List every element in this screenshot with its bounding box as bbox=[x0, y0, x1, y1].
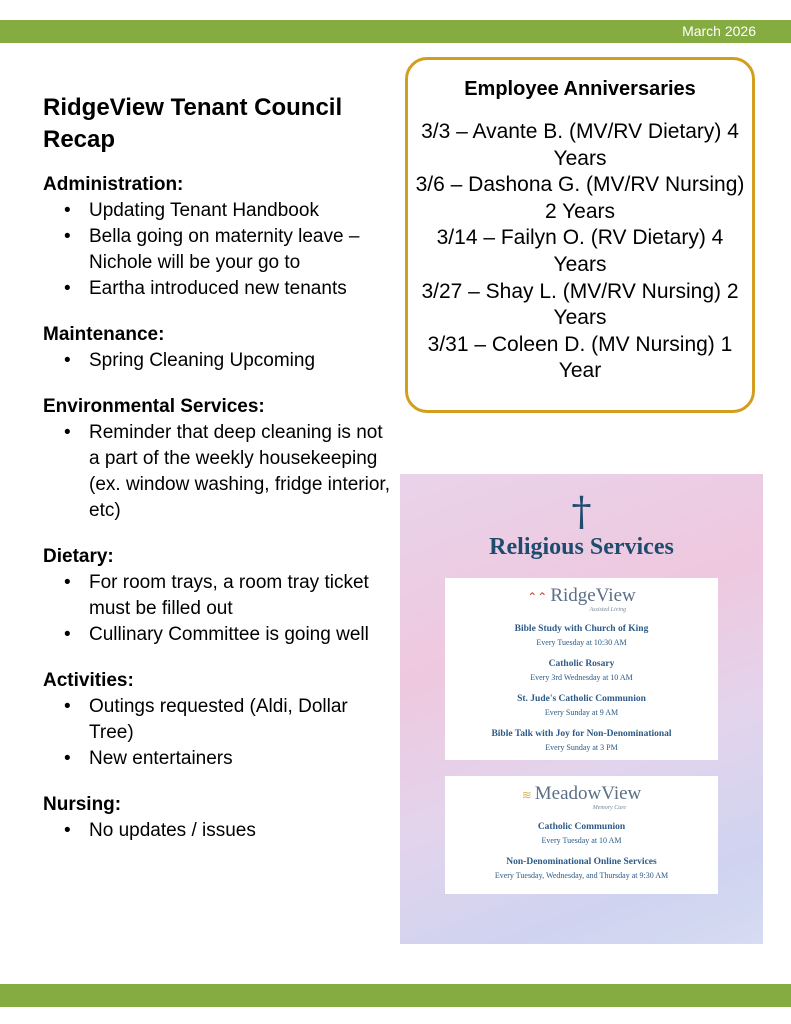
bullet-item: • Spring Cleaning Upcoming bbox=[43, 348, 393, 374]
section-heading: Dietary: bbox=[43, 546, 114, 567]
mountain-icon: ⌃⌃ bbox=[527, 590, 548, 604]
footer-bar bbox=[0, 984, 791, 1007]
section-heading: Activities: bbox=[43, 670, 134, 691]
anniversary-entry: 3/6 – Dashona G. (MV/RV Nursing) 2 Years bbox=[415, 173, 745, 223]
bullet-list bbox=[43, 818, 393, 844]
anniversaries-title: Employee Anniversaries bbox=[464, 78, 696, 100]
service-time: Every Sunday at 9 AM bbox=[544, 708, 619, 717]
religious-services-flyer bbox=[400, 474, 763, 944]
bullet-list bbox=[43, 198, 393, 302]
section-heading: Environmental Services: bbox=[43, 396, 265, 417]
ridgeview-logo: ⌃⌃ RidgeView bbox=[527, 585, 636, 606]
recap-section bbox=[43, 172, 393, 302]
section-heading: Administration: bbox=[43, 174, 184, 195]
service-name: Bible Study with Church of King bbox=[514, 624, 649, 634]
bullet-item: • Bella going on maternity leave – Nichole will be your go to bbox=[43, 224, 393, 276]
recap-section bbox=[43, 792, 393, 844]
religious-services-title: Religious Services bbox=[489, 534, 674, 560]
service-time: Every Tuesday at 10:30 AM bbox=[536, 638, 627, 647]
bullet-list bbox=[43, 420, 393, 524]
tenant-council-recap bbox=[43, 92, 393, 864]
service-time: Every 3rd Wednesday at 10 AM bbox=[530, 673, 633, 682]
bullet-list bbox=[43, 694, 393, 772]
recap-section bbox=[43, 668, 393, 772]
bullet-item: • Updating Tenant Handbook bbox=[43, 198, 393, 224]
meadowview-logo-subtitle: Memory Care bbox=[592, 805, 626, 811]
service-name: Bible Talk with Joy for Non-Denominational bbox=[491, 729, 672, 739]
service-name: Catholic Communion bbox=[537, 822, 626, 832]
service-time: Every Sunday at 3 PM bbox=[545, 743, 618, 752]
recap-section bbox=[43, 394, 393, 524]
issue-date: March 2026 bbox=[682, 23, 756, 39]
anniversary-entry: 3/27 – Shay L. (MV/RV Nursing) 2 Years bbox=[421, 279, 739, 330]
service-name: Catholic Rosary bbox=[548, 659, 615, 669]
anniversary-entry: 3/3 – Avante B. (MV/RV Dietary) 4 Years bbox=[421, 120, 739, 170]
bullet-item: • No updates / issues bbox=[43, 818, 393, 844]
service-time: Every Tuesday, Wednesday, and Thursday at 9:30 AM bbox=[494, 871, 669, 880]
recap-title: RidgeView Tenant Council Recap bbox=[43, 94, 343, 153]
service-time: Every Tuesday at 10 AM bbox=[541, 836, 622, 845]
bullet-list bbox=[43, 348, 393, 374]
service-name: St. Jude's Catholic Communion bbox=[517, 694, 646, 704]
bullet-item: • Reminder that deep cleaning is not a part of the weekly housekeeping (ex. window washing, fridge interior, etc) bbox=[43, 420, 393, 524]
anniversary-entry: 3/14 – Failyn O. (RV Dietary) 4 Years bbox=[436, 226, 724, 276]
recap-section bbox=[43, 322, 393, 374]
ridgeview-services-card bbox=[445, 578, 718, 760]
bullet-item: • New entertainers bbox=[43, 746, 393, 772]
bullet-list bbox=[43, 570, 393, 648]
meadow-icon: ≋ bbox=[521, 788, 532, 802]
section-heading: Nursing: bbox=[43, 794, 122, 815]
bullet-item: • Eartha introduced new tenants bbox=[43, 276, 393, 302]
anniversary-entry: 3/31 – Coleen D. (MV Nursing) 1 Year bbox=[427, 332, 733, 383]
cross-icon: † bbox=[571, 489, 592, 535]
section-heading: Maintenance: bbox=[43, 324, 165, 345]
bullet-item: • Cullinary Committee is going well bbox=[43, 622, 393, 648]
meadowview-logo: ≋ MeadowView bbox=[521, 783, 642, 804]
service-name: Non-Denominational Online Services bbox=[506, 857, 657, 867]
ridgeview-logo-subtitle: Assisted Living bbox=[589, 607, 626, 613]
meadowview-services-card bbox=[445, 776, 718, 894]
employee-anniversaries-box bbox=[405, 57, 755, 413]
recap-section bbox=[43, 544, 393, 648]
bullet-item: • Outings requested (Aldi, Dollar Tree) bbox=[43, 694, 393, 746]
bullet-item: • For room trays, a room tray ticket must be filled out bbox=[43, 570, 393, 622]
header-bar bbox=[0, 20, 791, 43]
